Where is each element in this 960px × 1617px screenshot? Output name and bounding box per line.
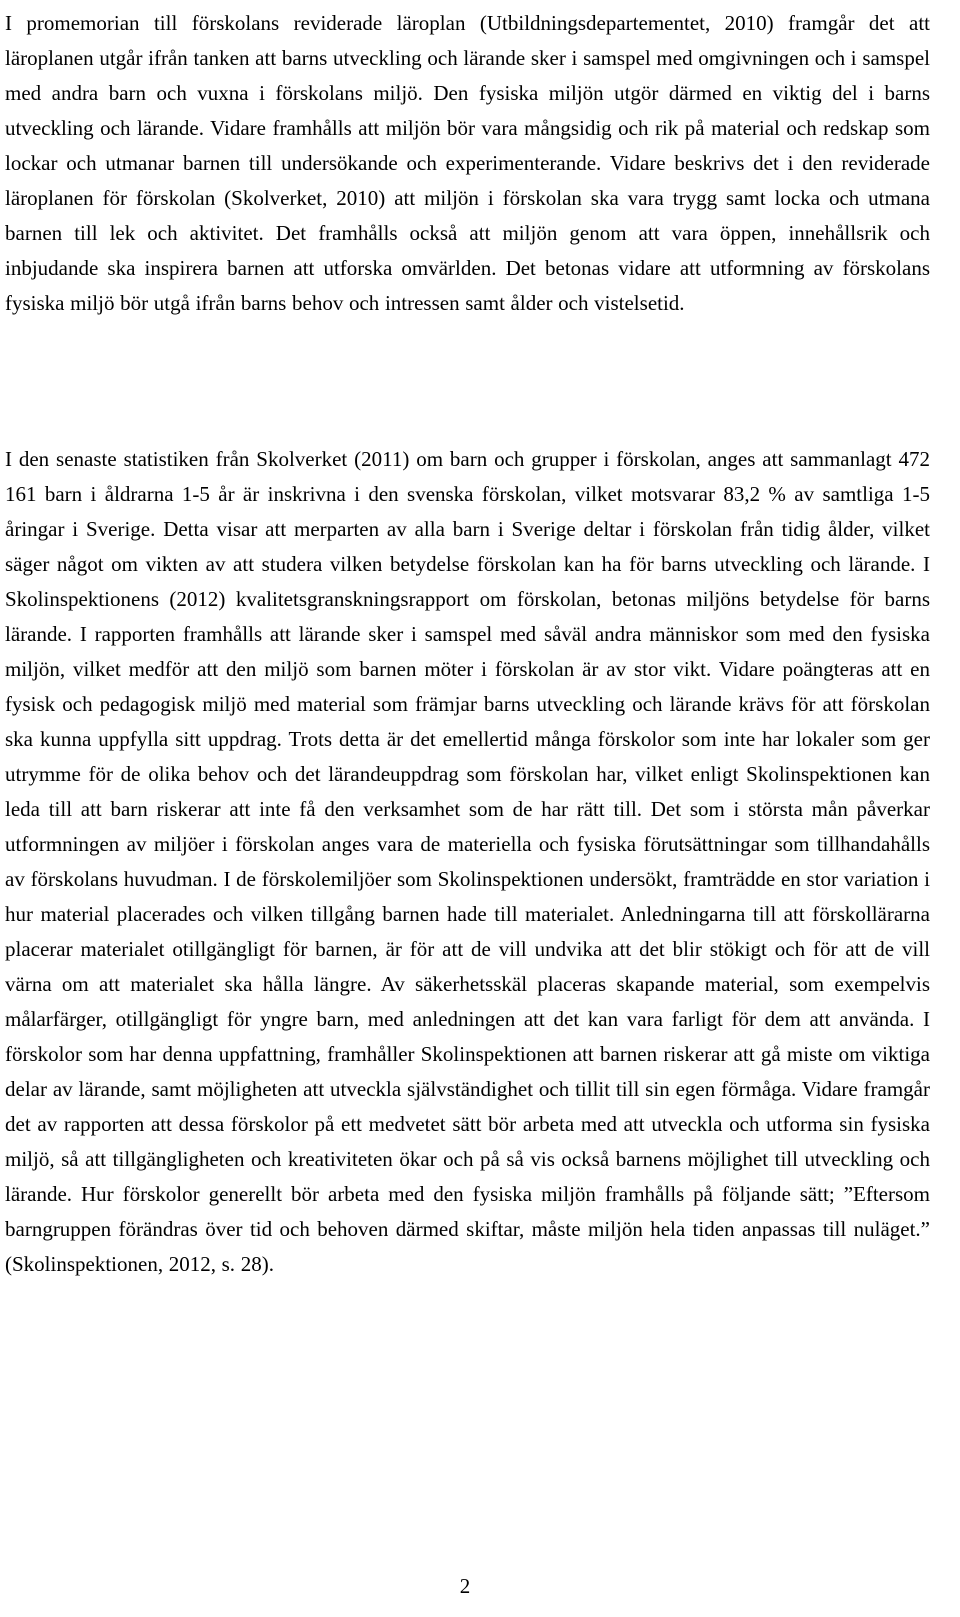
body-paragraph-1: I promemorian till förskolans reviderade läroplan (Utbildningsdepartementet, 2010) framgår det att läroplanen utgår ifrån tanken att barns utveckling och lärande sker i samspel med omgivningen och i samspel med andra barn och vuxna i förskolans miljö. Den fysiska miljön utgör därmed en viktig del i barns utveckling och lärande. Vidare framhålls att miljön bör vara mångsidig och rik på material och redskap som lockar och utmanar barnen till undersökande och experimenterande. Vidare beskrivs det i den reviderade läroplanen för förskolan (Skolverket, 2010) att miljön i förskolan ska vara trygg samt locka och utmana barnen till lek och aktivitet. Det framhålls också att miljön genom att vara öppen, innehållsrik och inbjudande ska inspirera barnen att utforska omvärlden. Det betonas vidare att utformning av förskolans fysiska miljö bör utgå ifrån barns behov och intressen samt ålder och vistelsetid. bbox=[5, 11, 930, 315]
page-number: 2 bbox=[459, 1574, 471, 1598]
body-paragraph-2: I den senaste statistiken från Skolverket (2011) om barn och grupper i förskolan, anges att sammanlagt 472 161 barn i åldrarna 1-5 år är inskrivna i den svenska förskolan, vilket motsvarar 83,2 % av samtliga 1-5 åringar i Sverige. Detta visar att merparten av alla barn i Sverige deltar i förskolan från tidig ålder, vilket säger något om vikten av att studera vilken betydelse förskolan kan ha för barns utveckling och lärande. I Skolinspektionens (2012) kvalitetsgranskningsrapport om förskolan, betonas miljöns betydelse för barns lärande. I rapporten framhålls att lärande sker i samspel med såväl andra människor som med den fysiska miljön, vilket medför att den miljö som barnen möter i förskolan är av stor vikt. Vidare poängteras att en fysisk och pedagogisk miljö med material som främjar barns utveckling och lärande krävs för att förskolan ska kunna uppfylla sitt uppdrag. Trots detta är det emellertid många förskolor som inte har lokaler som ger utrymme för de olika behov och det lärandeuppdrag som förskolan har, vilket enligt Skolinspektionen kan leda till att barn riskerar att inte få den verksamhet som de har rätt till. Det som i största mån påverkar utformningen av miljöer i förskolan anges vara de materiella och fysiska förutsättningar som tillhandahålls av förskolans huvudman. I de förskolemiljöer som Skolinspektionen undersökt, framträdde en stor variation i hur material placerades och vilken tillgång barnen hade till materialet. Anledningarna till att förskollärarna placerar materialet otillgängligt för barnen, är för att de vill undvika att det blir stökigt och för att de vill värna om att materialet ska hålla längre. Av säkerhetsskäl placeras skapande material, som exempelvis målarfärger, otillgängligt för yngre barn, med anledningen att det kan vara farligt för dem att använda. I förskolor som har denna uppfattning, framhåller Skolinspektionen att barnen riskerar att gå miste om viktiga delar av lärande, samt möjligheten att utveckla självständighet och tillit till sin egen förmåga. Vidare framgår det av rapporten att dessa förskolor på ett medvetet sätt bör arbeta med att utveckla och utforma sin fysiska miljö, så att tillgängligheten och kreativiteten ökar och på så vis också barnens möjlighet till utveckling och lärande. Hur förskolor generellt bör arbeta med den fysiska miljön framhålls på följande sätt; ”Eftersom barngruppen förändras över tid och behoven därmed skiftar, måste miljön hela tiden anpassas till nuläget.” (Skolinspektionen, 2012, s. 28). bbox=[5, 447, 930, 1276]
